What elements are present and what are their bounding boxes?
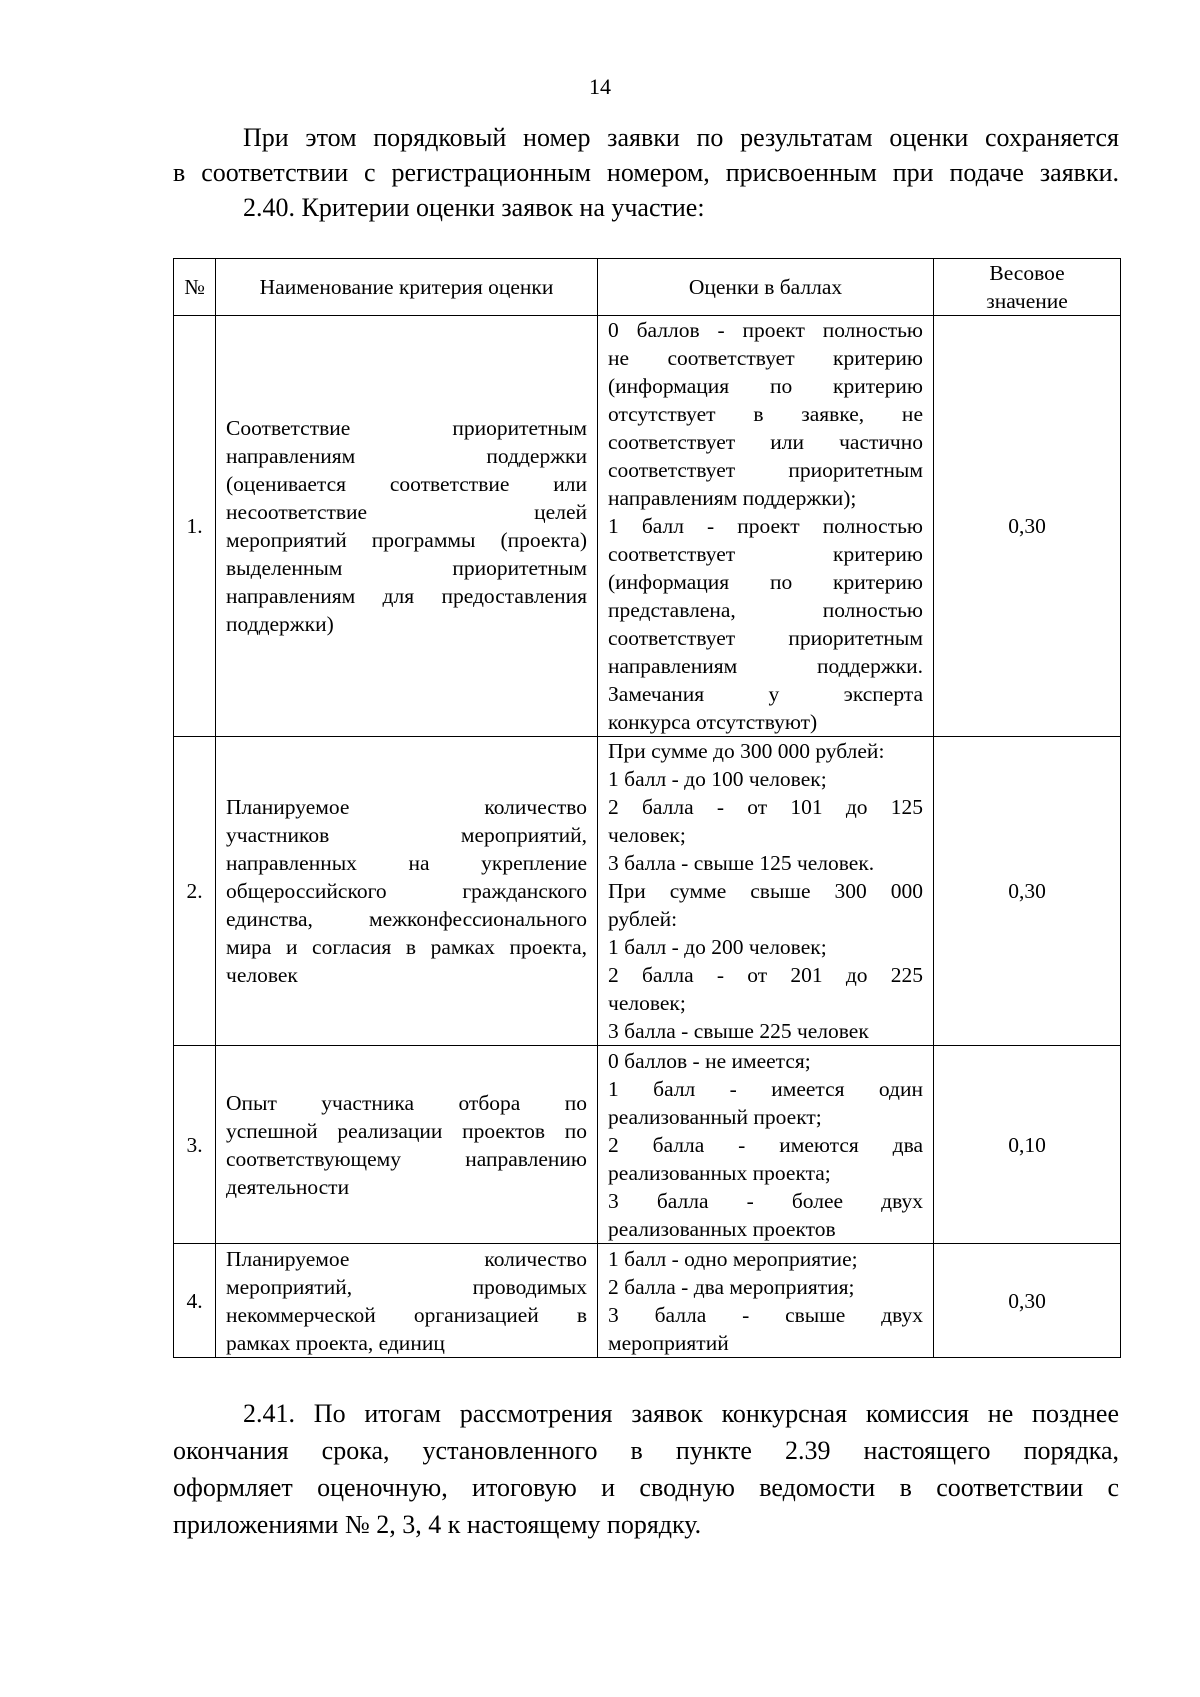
score-line: направлениям поддержки);: [608, 486, 857, 510]
score-line: соответствует критерию: [608, 542, 923, 566]
score-line: 1 балл - одно мероприятие;: [608, 1246, 858, 1271]
score-line: Замечания у эксперта: [608, 682, 923, 706]
score-line: 3 балла - свыше 125 человек.: [608, 851, 875, 875]
score-line: 1 балл - до 100 человек;: [608, 767, 827, 791]
criterion-line: поддержки): [226, 612, 334, 636]
criterion-line: человек: [226, 963, 298, 987]
score-line: 1 балл - до 200 человек;: [608, 935, 827, 959]
score-description: [598, 1244, 934, 1358]
criterion-line: общероссийского гражданского: [226, 879, 587, 903]
criterion-line: направлениям для предоставления: [226, 584, 587, 608]
weight-value: 0,30: [934, 316, 1121, 737]
score-line: (информация по критерию: [608, 570, 923, 594]
score-line: 0 баллов - проект полностью: [608, 318, 923, 342]
criterion-line: Опыт участника отбора по: [226, 1090, 587, 1115]
header-score: Оценки в баллах: [598, 259, 934, 316]
paragraph-2-41: [173, 1395, 1119, 1543]
paragraph-line: приложениями № 2, 3, 4 к настоящему порядку.: [173, 1510, 702, 1539]
score-line: 2 балла - имеются два: [608, 1132, 923, 1157]
score-line: представлена, полностью: [608, 598, 923, 622]
header-weight: [934, 259, 1121, 316]
score-line: реализованных проектов: [608, 1216, 836, 1241]
table-row: [174, 1046, 1121, 1244]
criterion-line: Соответствие приоритетным: [226, 416, 587, 440]
score-line: соответствует или частично: [608, 430, 923, 454]
score-line: При сумме до 300 000 рублей:: [608, 739, 885, 763]
criterion-line: направленных на укрепление: [226, 851, 587, 875]
criterion-line: участников мероприятий,: [226, 823, 587, 847]
score-line: не соответствует критерию: [608, 346, 923, 370]
criterion-name: [216, 1046, 598, 1244]
criterion-name: [216, 1244, 598, 1358]
table-header-row: [174, 259, 1121, 316]
row-number: 4.: [174, 1244, 216, 1358]
score-description: [598, 1046, 934, 1244]
score-line: реализованный проект;: [608, 1104, 822, 1129]
header-criterion-name: Наименование критерия оценки: [216, 259, 598, 316]
score-line: направлениям поддержки.: [608, 654, 923, 678]
page-number: 14: [589, 74, 611, 99]
criteria-table: [173, 258, 1121, 1358]
score-line: 3 балла - свыше двух: [608, 1302, 923, 1327]
criterion-line: некоммерческой организацией в: [226, 1302, 587, 1327]
weight-value: 0,10: [934, 1046, 1121, 1244]
criterion-line: мероприятий программы (проекта): [226, 528, 587, 552]
score-line: соответствует приоритетным: [608, 626, 923, 650]
score-line: человек;: [608, 823, 686, 847]
score-description: [598, 737, 934, 1046]
score-line: 1 балл - проект полностью: [608, 514, 923, 538]
row-number: 2.: [174, 737, 216, 1046]
score-description: [598, 316, 934, 737]
criterion-line: единства, межконфессионального: [226, 907, 587, 931]
score-line: 3 балла - более двух: [608, 1188, 923, 1213]
intro-line-2: в соответствии с регистрационным номером, присвоенным при подаче заявки.: [173, 158, 1119, 187]
table-row: [174, 316, 1121, 737]
score-line: 3 балла - свыше 225 человек: [608, 1019, 869, 1043]
score-line: конкурса отсутствуют): [608, 710, 818, 734]
score-line: 2 балла - от 101 до 125: [608, 795, 923, 819]
criterion-line: несоответствие целей: [226, 500, 587, 524]
criterion-line: (оценивается соответствие или: [226, 472, 587, 496]
criterion-name: [216, 316, 598, 737]
criterion-line: мира и согласия в рамках проекта,: [226, 935, 587, 959]
criterion-line: рамках проекта, единиц: [226, 1330, 445, 1355]
row-number: 1.: [174, 316, 216, 737]
table-row: [174, 737, 1121, 1046]
score-line: мероприятий: [608, 1330, 729, 1355]
weight-value: 0,30: [934, 737, 1121, 1046]
criterion-line: мероприятий, проводимых: [226, 1274, 587, 1299]
table-row: [174, 1244, 1121, 1358]
score-line: 2 балла - два мероприятия;: [608, 1274, 855, 1299]
paragraph-line: 2.41. По итогам рассмотрения заявок конкурсная комиссия не позднее: [243, 1399, 1119, 1428]
intro-paragraph: [173, 120, 1119, 225]
score-line: 0 баллов - не имеется;: [608, 1048, 811, 1073]
criterion-line: выделенным приоритетным: [226, 556, 587, 580]
header-weight-line: Весовое: [989, 261, 1065, 285]
criterion-line: направлениям поддержки: [226, 444, 587, 468]
intro-line-1: При этом порядковый номер заявки по результатам оценки сохраняется: [243, 123, 1119, 152]
weight-value: 0,30: [934, 1244, 1121, 1358]
criterion-name: [216, 737, 598, 1046]
score-line: рублей:: [608, 907, 678, 931]
score-line: При сумме свыше 300 000: [608, 879, 923, 903]
paragraph-line: окончания срока, установленного в пункте 2.39 настоящего порядка,: [173, 1436, 1119, 1465]
score-line: 1 балл - имеется один: [608, 1076, 923, 1101]
row-number: 3.: [174, 1046, 216, 1244]
criterion-line: успешной реализации проектов по: [226, 1118, 587, 1143]
paragraph-line: оформляет оценочную, итоговую и сводную ведомости в соответствии с: [173, 1473, 1119, 1502]
header-number: №: [174, 259, 216, 316]
criterion-line: Планируемое количество: [226, 795, 587, 819]
score-line: реализованных проекта;: [608, 1160, 831, 1185]
score-line: 2 балла - от 201 до 225: [608, 963, 923, 987]
criterion-line: деятельности: [226, 1174, 350, 1199]
score-line: (информация по критерию: [608, 374, 923, 398]
section-heading-2-40: 2.40. Критерии оценки заявок на участие:: [243, 193, 705, 222]
header-weight-line: значение: [986, 289, 1068, 313]
criterion-line: соответствующему направлению: [226, 1146, 587, 1171]
score-line: отсутствует в заявке, не: [608, 402, 923, 426]
score-line: человек;: [608, 991, 686, 1015]
score-line: соответствует приоритетным: [608, 458, 923, 482]
criterion-line: Планируемое количество: [226, 1246, 587, 1271]
